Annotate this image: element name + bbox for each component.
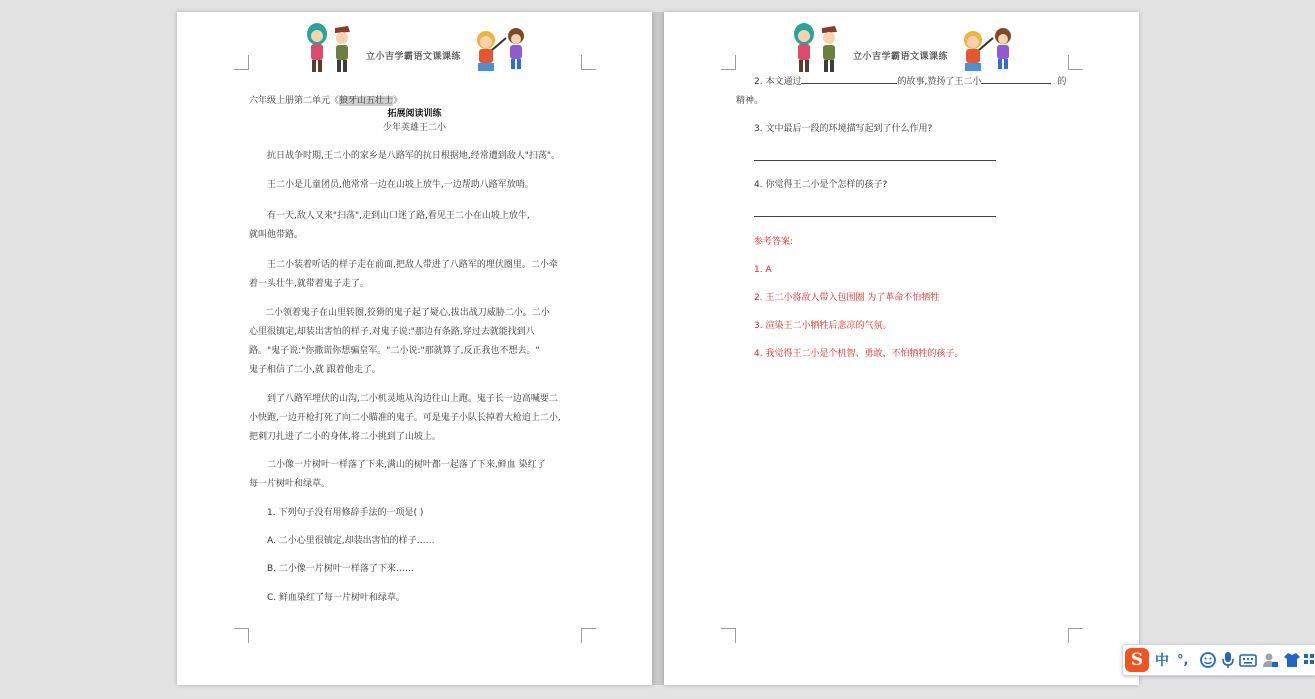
grid-icon[interactable] xyxy=(1303,650,1315,670)
paragraph-line: 鬼子相信了二小,就 跟着他走了。 xyxy=(249,365,381,375)
crop-mark xyxy=(1068,55,1083,70)
paragraph-line: 王二小是儿童团员,他常常一边在山坡上放牛,一边帮助八路军放哨。 xyxy=(267,180,534,190)
cartoon-kids-image xyxy=(789,18,849,76)
paragraph-line: 二小领着鬼子在山里转圈,狡猾的鬼子起了疑心,拔出战刀威胁二小。二小 xyxy=(265,308,550,318)
paragraph-line: 到了八路军埋伏的山沟,二小机灵地从沟边往山上跑。鬼子长一边高喊要二 xyxy=(267,394,558,404)
lesson-title-link[interactable]: 狼牙山五壮士 xyxy=(339,96,394,106)
document-page-right xyxy=(664,12,1139,685)
page-gap xyxy=(652,12,664,685)
answer-item: 4. 我觉得王二小是个机智、勇敢、不怕牺牲的孩子。 xyxy=(754,349,964,359)
sogou-logo-icon[interactable]: S xyxy=(1125,648,1149,672)
article-subheading: 少年英雄王二小 xyxy=(382,123,446,133)
paragraph-line: 心里很镇定,却装出害怕的样子,对鬼子说:"那边有条路,穿过去就能找到八 xyxy=(249,327,535,337)
answer-item: 1. A xyxy=(754,265,772,275)
shirt-icon[interactable] xyxy=(1283,650,1301,670)
option-a: A. 二小心里很镇定,却装出害怕的样子…… xyxy=(267,536,435,546)
document-page-left xyxy=(177,12,652,685)
question-3: 3. 文中最后一段的环境描写起到了什么作用? xyxy=(754,124,933,134)
blank-line[interactable] xyxy=(981,73,1051,84)
punctuation-toggle[interactable]: °, xyxy=(1177,652,1189,668)
crop-mark xyxy=(1068,628,1083,643)
option-c: C. 鲜血染红了每一片树叶和绿草。 xyxy=(267,593,406,603)
paragraph-line: 着一头壮牛,就带着鬼子走了。 xyxy=(249,279,369,289)
user-icon[interactable] xyxy=(1261,650,1279,670)
paragraph-line: 每一片树叶和绿草。 xyxy=(249,479,331,489)
paragraph-line: 就叫他带路。 xyxy=(249,230,304,240)
crop-mark xyxy=(581,55,596,70)
answer-item: 3. 渲染王二小牺牲后悲凉的气氛。 xyxy=(754,321,892,331)
paragraph-line: 二小像一片树叶一样落了下来,满山的树叶都一起落了下来,鲜血 染红了 xyxy=(267,460,546,470)
cartoon-kids-image xyxy=(470,18,534,76)
paragraph-line: 路。"鬼子说:"你撒谎你想骗皇军。"二小说:"那就算了,反正我也不想去。" xyxy=(249,346,540,356)
emoji-icon[interactable] xyxy=(1199,650,1217,670)
document-source-line: 六年级上册第二单元《狼牙山五壮士》 xyxy=(249,96,403,106)
cartoon-kids-image xyxy=(302,18,362,76)
page-header xyxy=(789,18,1029,76)
option-b: B. 二小像一片树叶一样落了下来…… xyxy=(267,564,414,574)
microphone-icon[interactable] xyxy=(1221,650,1235,670)
paragraph-line: 王二小装着听话的样子走在前面,把敌人带进了八路军的埋伏圈里。二小牵 xyxy=(267,260,558,270)
paragraph-line: 有一天,敌人又来"扫荡",走到山口迷了路,看见王二小在山坡上放牛, xyxy=(267,211,530,221)
header-title: 立小吉学霸语文课课练 xyxy=(853,52,949,62)
keyboard-icon[interactable] xyxy=(1239,650,1257,670)
question-1: 1. 下列句子没有用修辞手法的一项是( ) xyxy=(267,508,424,518)
crop-mark xyxy=(721,628,736,643)
ime-toolbar[interactable] xyxy=(1122,644,1315,676)
paragraph-line: 把刺刀扎进了二小的身体,将二小挑到了山坡上。 xyxy=(249,432,441,442)
answer-line[interactable] xyxy=(754,160,996,161)
input-mode-toggle[interactable]: 中 xyxy=(1155,653,1169,669)
answer-title: 参考答案: xyxy=(754,237,794,247)
page-header xyxy=(302,18,542,76)
paragraph-line: 抗日战争时期,王二小的家乡是八路军的抗日根据地,经常遭到敌人"扫荡"。 xyxy=(267,151,561,161)
paragraph-line: 小快跑,一边开枪打死了向二小瞄准的鬼子。可是鬼子小队长掉着大枪追上二小, xyxy=(249,413,561,423)
answer-line[interactable] xyxy=(754,216,996,217)
header-title: 立小吉学霸语文课课练 xyxy=(366,52,462,62)
cartoon-kids-image xyxy=(957,18,1021,76)
answer-item: 2. 王二小将敌人带入包围圈 为了革命不怕牺牲 xyxy=(754,293,940,303)
crop-mark xyxy=(581,628,596,643)
question-2-line: 2. 本文通过 的故事,赞扬了王二小 的 xyxy=(754,73,1066,91)
crop-mark xyxy=(234,55,249,70)
question-2-cont: 精神。 xyxy=(736,96,764,106)
blank-line[interactable] xyxy=(801,73,897,84)
crop-mark xyxy=(721,55,736,70)
article-heading: 拓展阅读训练 xyxy=(387,109,442,119)
question-4: 4. 你觉得王二小是个怎样的孩子? xyxy=(754,180,888,190)
crop-mark xyxy=(234,628,249,643)
